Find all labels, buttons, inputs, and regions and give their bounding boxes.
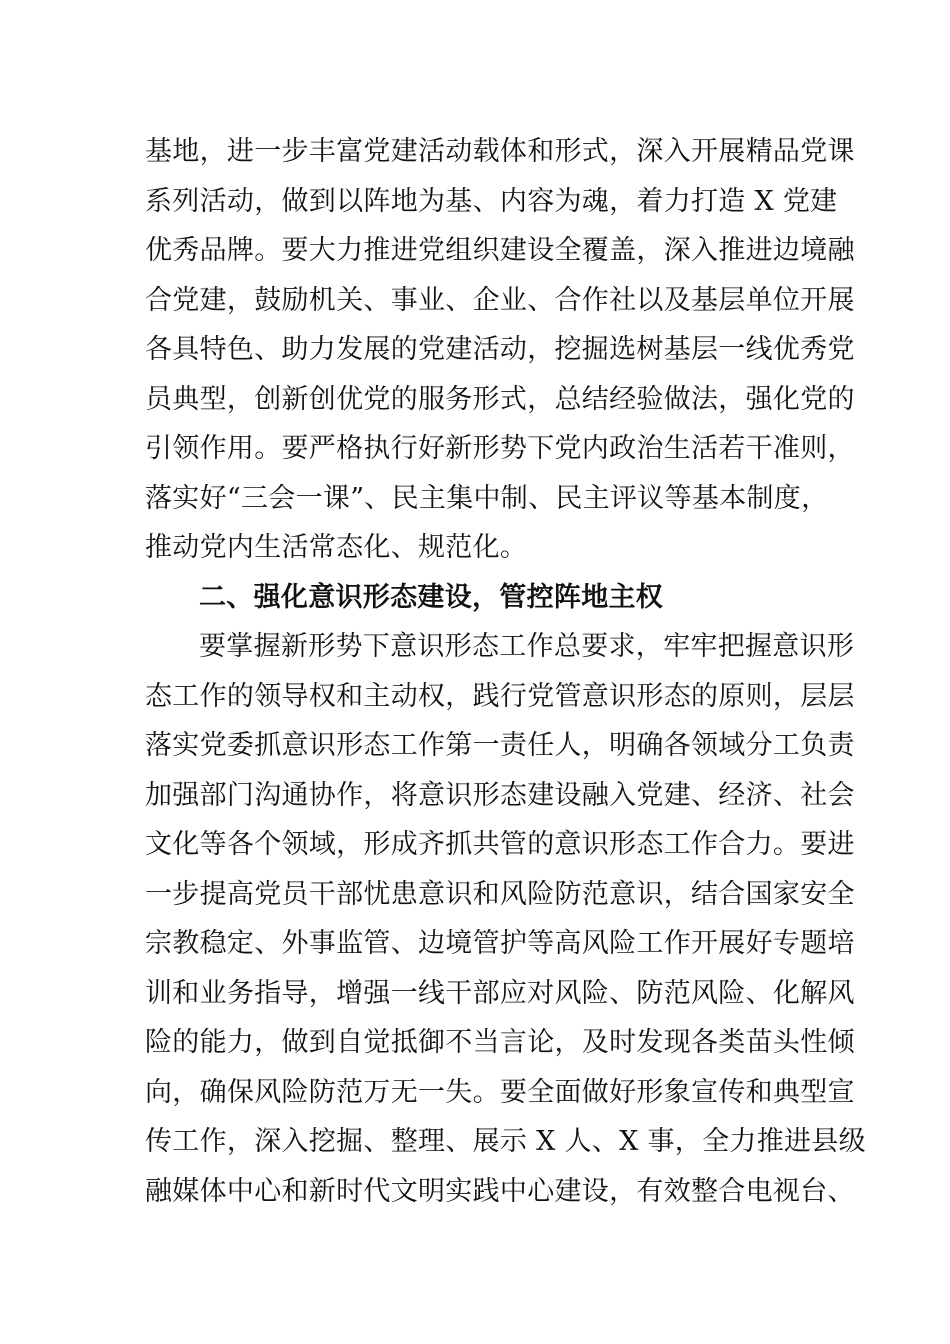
document-body bbox=[145, 127, 866, 1216]
paragraph-line: 落实好“三会一课”、民主集中制、民主评议等基本制度， bbox=[145, 482, 829, 514]
paragraph-line: 落实党委抓意识形态工作第一责任人，明确各领域分工负责 bbox=[145, 730, 855, 761]
paragraph-line: 员典型，创新创优党的服务形式，总结经验做法，强化党的 bbox=[145, 383, 855, 415]
paragraph-line: 引领作用。要严格执行好新形势下党内政治生活若干准则， bbox=[145, 433, 855, 464]
paragraph-line: 险的能力，做到自觉抵御不当言论，及时发现各类苗头性倾 bbox=[145, 1027, 855, 1058]
paragraph-line: 要掌握新形势下意识形态工作总要求，牢牢把握意识形 bbox=[199, 631, 855, 662]
paragraph-line: 文化等各个领域，形成齐抓共管的意识形态工作合力。要进 bbox=[145, 829, 855, 860]
paragraph-line: 基地，进一步丰富党建活动载体和形式，深入开展精品党课 bbox=[145, 136, 855, 167]
paragraph-line: 宗教稳定、外事监管、边境管护等高风险工作开展好专题培 bbox=[145, 928, 855, 959]
paragraph-line: 各具特色、助力发展的党建活动，挖掘选树基层一线优秀党 bbox=[145, 334, 855, 365]
paragraph-line: 系列活动，做到以阵地为基、内容为魂，着力打造 X 党建 bbox=[145, 185, 838, 217]
paragraph-line: 合党建，鼓励机关、事业、企业、合作社以及基层单位开展 bbox=[145, 284, 855, 316]
section-heading: 二、强化意识形态建设，管控阵地主权 bbox=[199, 581, 664, 613]
paragraph-line: 加强部门沟通协作，将意识形态建设融入党建、经济、社会 bbox=[145, 779, 855, 811]
paragraph-line: 传工作，深入挖掘、整理、展示 X 人、X 事，全力推进县级 bbox=[145, 1126, 866, 1157]
paragraph-line: 融媒体中心和新时代文明实践中心建设，有效整合电视台、 bbox=[145, 1175, 855, 1207]
paragraph-line: 态工作的领导权和主动权，践行党管意识形态的原则，层层 bbox=[145, 680, 855, 712]
paragraph-line: 向，确保风险防范万无一失。要全面做好形象宣传和典型宣 bbox=[145, 1076, 855, 1108]
paragraph-line: 一步提高党员干部忧患意识和风险防范意识，结合国家安全 bbox=[145, 878, 855, 910]
paragraph-line: 训和业务指导，增强一线干部应对风险、防范风险、化解风 bbox=[145, 977, 855, 1009]
paragraph-line: 优秀品牌。要大力推进党组织建设全覆盖，深入推进边境融 bbox=[145, 235, 855, 266]
paragraph-line: 推动党内生活常态化、规范化。 bbox=[145, 532, 528, 563]
